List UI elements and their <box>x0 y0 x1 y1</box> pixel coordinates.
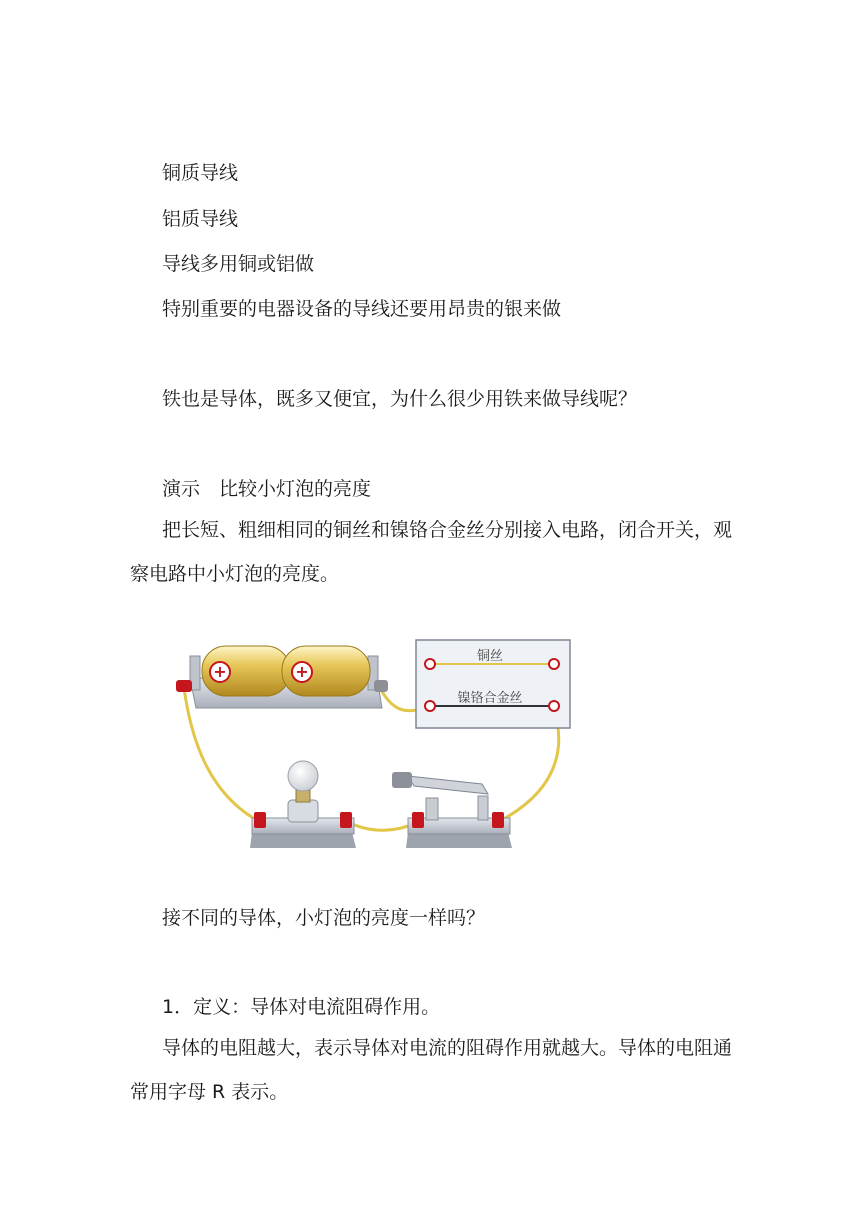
switch-base <box>392 772 512 848</box>
battery-plus-2: + <box>295 662 309 681</box>
question-iron: 铁也是导体，既多又便宜，为什么很少用铁来做导线呢？ <box>162 388 638 410</box>
label-nichrome: 镍铬合金丝 <box>457 691 523 706</box>
text-copper-wire: 铜质导线 <box>162 162 239 184</box>
bulb-base <box>250 761 356 848</box>
definition-description: 导体的电阻越大，表示导体对电流的阻碍作用就越大。导体的电阻通常用字母 R 表示。 <box>130 1037 733 1103</box>
demo-description: 把长短、粗细相同的铜丝和镍铬合金丝分别接入电路，闭合开关，观察电路中小灯泡的亮度。 <box>130 519 733 585</box>
text-aluminum-wire: 铝质导线 <box>162 208 239 230</box>
demo-heading: 演示 比较小灯泡的亮度 <box>162 478 372 500</box>
question-brightness: 接不同的导体，小灯泡的亮度一样吗？ <box>162 907 486 929</box>
text-silver-wire: 特别重要的电器设备的导线还要用昂贵的银来做 <box>162 298 562 320</box>
resistance-board <box>416 640 570 728</box>
text-wire-material: 导线多用铜或铝做 <box>162 253 315 275</box>
definition-heading: 1．定义：导体对电流阻碍作用。 <box>162 996 441 1018</box>
circuit-diagram <box>172 636 576 852</box>
battery-plus-1: + <box>213 662 227 681</box>
battery-holder <box>176 646 388 708</box>
label-copper: 铜丝 <box>476 649 504 664</box>
